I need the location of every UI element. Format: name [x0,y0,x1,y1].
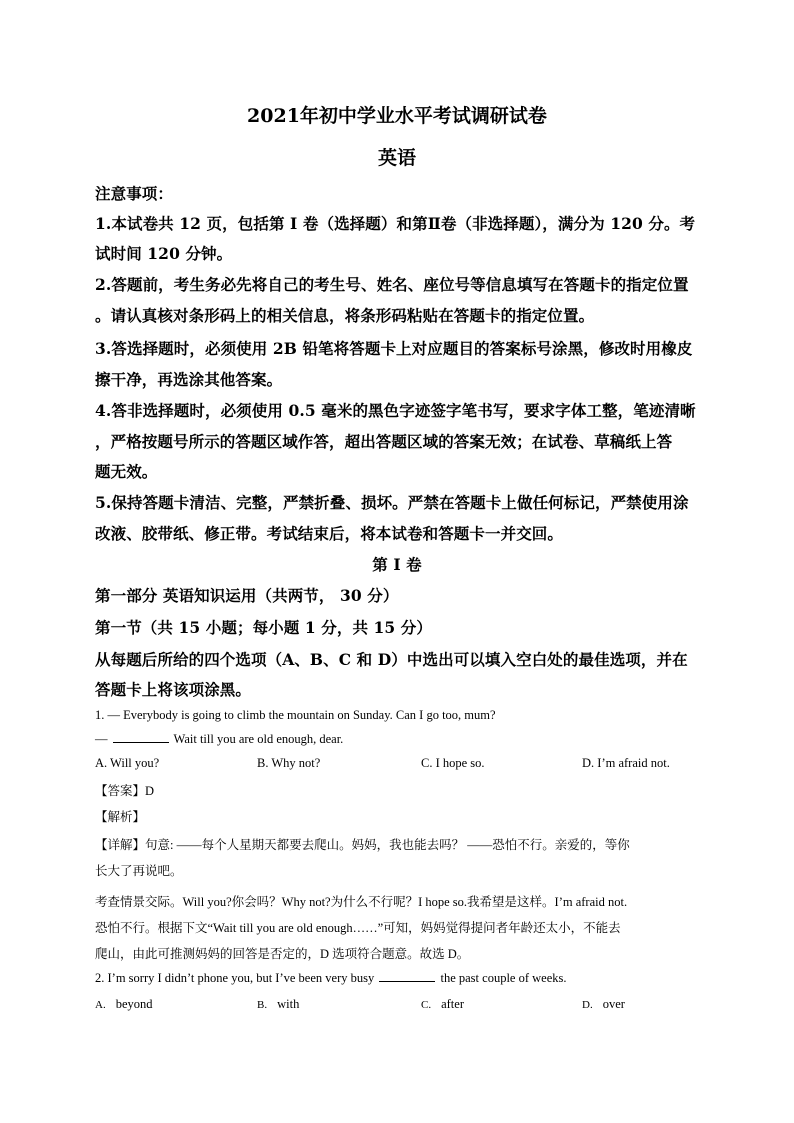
q2-option-b [257,997,299,1012]
detail-line: 长大了再说吧。 [95,864,183,878]
detail-line: 恐怕不行。根据下文“Wait till you are old enough……”可知，妈妈觉得提问者年龄还太小，不能去 [95,921,621,935]
option-label: C. [421,999,432,1011]
volume-heading: 第 I 卷 [372,555,422,574]
notice-line: 1.本试卷共 12 页，包括第 I 卷（选择题）和第Ⅱ卷（非选择题），满分为 120 分。考 [95,214,696,233]
detail-line: 爬山，由此可推测妈妈的回答是否定的，D 选项符合题意。故选 D。 [95,947,470,961]
notice-line: 2.答题前，考生务必先将自己的考生号、姓名、座位号等信息填写在答题卡的指定位置 [95,275,689,294]
notice-line: ，严格按题号所示的答题区域作答，超出答题区域的答案无效；在试卷、草稿纸上答 [95,432,673,451]
option-c: C. I hope so. [421,756,485,770]
option-text: over [602,997,625,1011]
q2-option-d [582,997,625,1012]
option-a: A. Will you? [95,756,160,770]
question-1-reply [95,732,343,747]
option-label: D. [582,999,593,1011]
instruction-line: 从每题后所给的四个选项（A、B、C 和 D）中选出可以填入空白处的最佳选项，并在 [95,650,688,669]
option-b: B. Why not? [257,756,321,770]
option-label: B. [257,999,268,1011]
instruction-line: 答题卡上将该项涂黑。 [95,680,252,699]
analysis-label: 【解析】 [95,810,146,824]
notice-line: 5.保持答题卡清洁、完整，严禁折叠、损坏。严禁在答题卡上做任何标记，严禁使用涂 [95,493,689,512]
subject-title: 英语 [377,147,416,169]
detail-line: 考查情景交际。Will you?你会吗？Why not?为什么不行呢？I hope so.我希望是这样。I’m afraid not. [95,895,628,909]
notice-line: 擦干净，再选涂其他答案。 [95,370,283,389]
notice-line: 试时间 120 分钟。 [95,244,233,263]
question-1-stem: 1. — Everybody is going to climb the mountain on Sunday. Can I go too, mum? [95,708,496,722]
answer-blank [379,971,435,982]
stem-text: 2. I’m sorry I didn’t phone you, but I’ve been very busy [95,971,378,985]
notice-line: 3.答选择题时，必须使用 2B 铅笔将答题卡上对应题目的答案标号涂黑，修改时用橡皮 [95,339,693,358]
notice-line: 。请认真核对条形码上的相关信息，将条形码粘贴在答题卡的指定位置。 [95,306,595,325]
reply-dash: — [95,732,111,746]
notice-line: 题无效。 [95,462,158,481]
part-heading: 第一部分 英语知识运用（共两节， 30 分） [95,586,399,605]
notice-line: 4.答非选择题时，必须使用 0.5 毫米的黑色字迹签字笔书写，要求字体工整，笔迹清晰 [95,401,696,420]
q2-option-c [421,997,464,1012]
option-label: A. [95,999,106,1011]
notice-heading: 注意事项： [95,184,174,203]
reply-text: Wait till you are old enough, dear. [170,732,344,746]
page-title: 2021年初中学业水平考试调研试卷 [247,105,547,127]
notice-line: 改液、胶带纸、修正带。考试结束后，将本试卷和答题卡一并交回。 [95,524,564,543]
stem-text-end: the past couple of weeks. [437,971,567,985]
q2-option-a [95,997,153,1012]
option-text: with [277,997,300,1011]
answer-blank [113,732,169,743]
section-heading: 第一节（共 15 小题；每小题 1 分，共 15 分） [95,618,433,637]
answer-line: 【答案】D [95,784,155,798]
option-d: D. I’m afraid not. [582,756,670,770]
question-2-stem [95,971,567,986]
option-text: beyond [115,997,153,1011]
detail-line: 【详解】句意: ——每个人星期天都要去爬山。妈妈，我也能去吗？ ——恐怕不行。亲爱的，等你 [95,838,630,852]
option-text: after [441,997,464,1011]
